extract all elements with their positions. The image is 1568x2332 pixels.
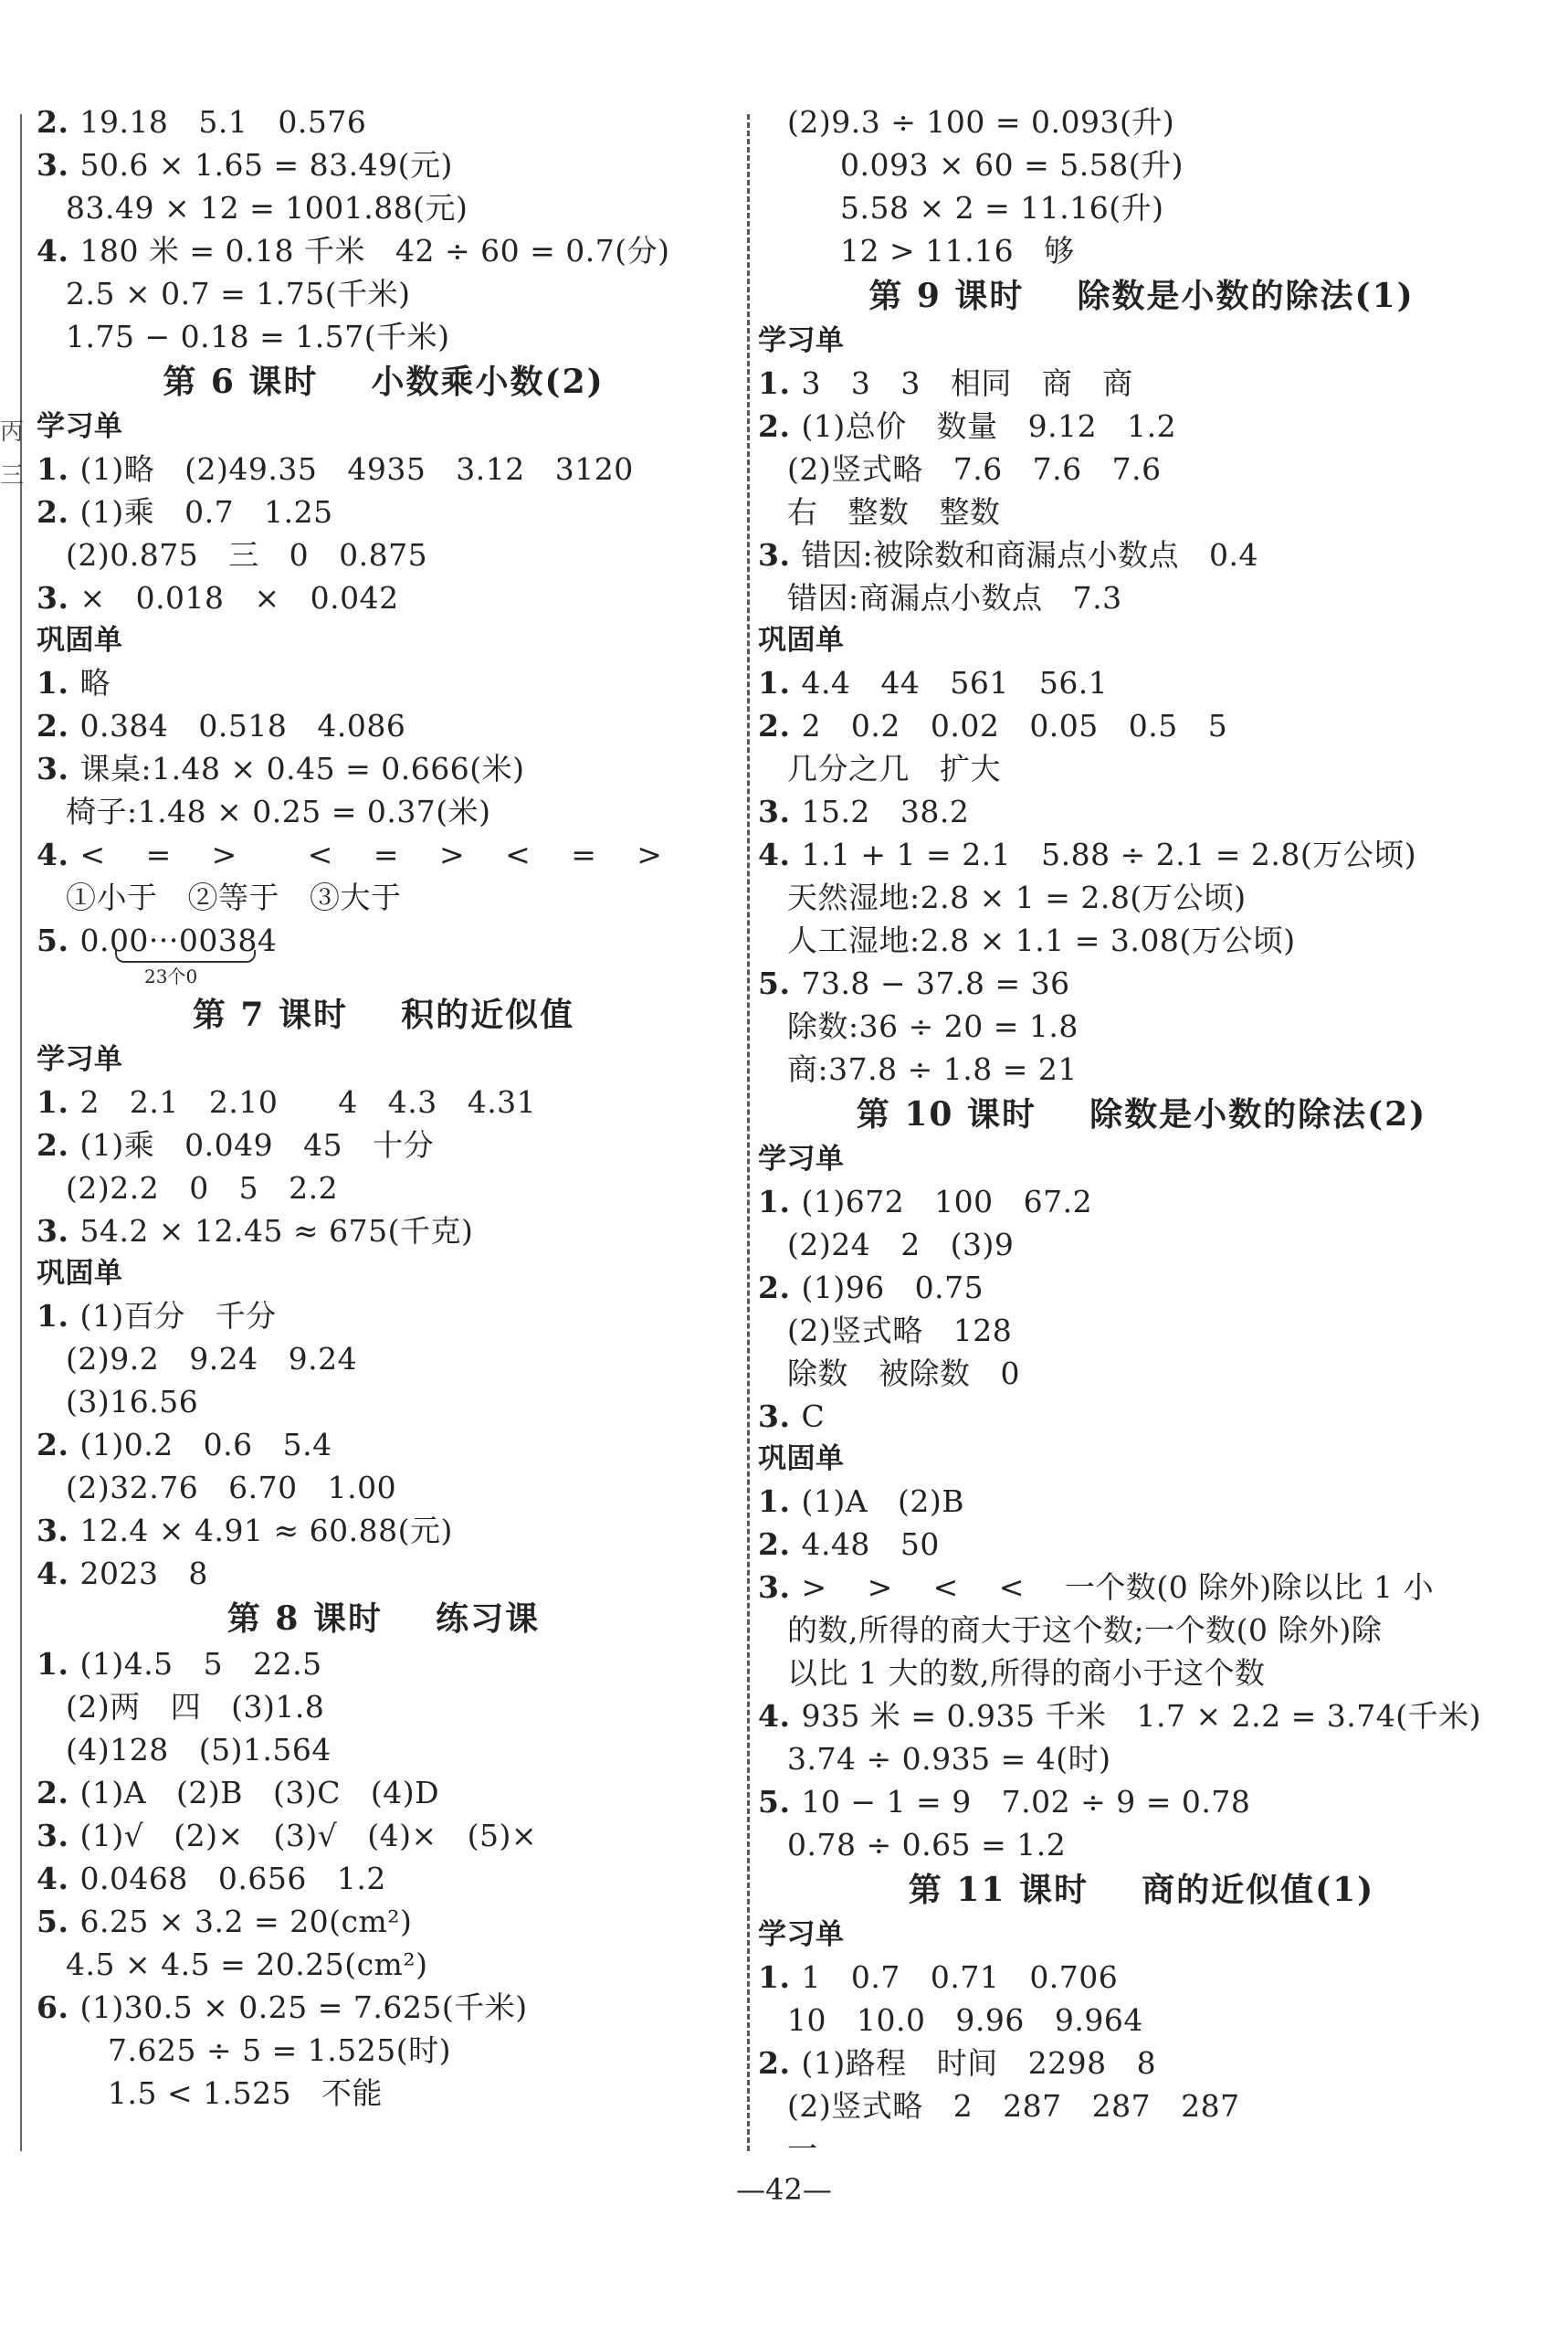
answer-text: 5.58 × 2 = 11.16(升) <box>840 190 1164 226</box>
answer-text: > > < < 一个数(0 除外)除以比 1 小 <box>801 1569 1435 1605</box>
answer-item <box>758 661 1525 704</box>
answer-item <box>758 1780 1525 1823</box>
answer-text: (1)乘 0.7 1.25 <box>79 494 333 530</box>
lesson-heading: 第 8 课时 练习课 <box>226 1599 541 1638</box>
section-label: 巩固单 <box>758 1442 845 1475</box>
answer-text: (1)总价 数量 9.12 1.2 <box>801 408 1177 444</box>
item-number: 4 <box>758 837 780 872</box>
item-number-dot: . <box>58 147 80 183</box>
answer-continuation <box>758 876 1525 919</box>
answer-text: 50.6 × 1.65 = 83.49(元) <box>79 147 453 183</box>
section-label: 学习单 <box>758 1918 845 1951</box>
answer-item <box>37 143 731 186</box>
answer-text: 2023 8 <box>79 1556 208 1591</box>
answer-text: 天然湿地:2.8 × 1 = 2.8(万公顷) <box>787 880 1247 915</box>
answer-text: 右 整数 整数 <box>787 494 1001 530</box>
item-number: 2 <box>758 1526 780 1562</box>
item-number-dot: . <box>779 537 802 573</box>
left-column <box>37 100 731 2115</box>
answer-text: 4.5 × 4.5 = 20.25(cm²) <box>66 1947 428 1982</box>
item-number-dot: . <box>58 708 80 744</box>
answer-item <box>758 1395 1525 1438</box>
answer-text: 0.78 ÷ 0.65 = 1.2 <box>787 1827 1067 1862</box>
answer-item <box>758 704 1525 747</box>
item-number-dot: . <box>58 1904 80 1939</box>
answer-text: (2)竖式略 7.6 7.6 7.6 <box>787 451 1162 487</box>
answer-text: (2)竖式略 2 287 287 287 <box>787 2088 1240 2124</box>
answer-continuation <box>37 1943 731 1986</box>
answer-continuation <box>758 100 1525 143</box>
answer-item <box>37 491 731 533</box>
lesson-heading: 第 11 课时 商的近似值(1) <box>908 1871 1375 1909</box>
answer-text: 19.18 5.1 0.576 <box>79 104 367 140</box>
item-number: 2 <box>758 1270 780 1305</box>
lesson-heading: 第 6 课时 小数乘小数(2) <box>163 363 605 401</box>
column-divider <box>747 114 750 2151</box>
answer-item <box>758 1956 1525 1999</box>
item-number: 3 <box>37 751 58 786</box>
item-number-dot: . <box>58 104 80 140</box>
item-number: 1 <box>37 1084 58 1120</box>
answer-continuation <box>37 1166 731 1209</box>
item-number: 4 <box>37 1556 58 1591</box>
answer-continuation <box>758 1999 1525 2042</box>
answer-continuation <box>758 1048 1525 1091</box>
item-number: 5 <box>37 1904 58 1939</box>
edge-mark: 丙 <box>0 418 25 446</box>
answer-continuation <box>37 1466 731 1509</box>
answer-continuation <box>758 491 1525 533</box>
answer-item <box>37 747 731 790</box>
answer-item <box>758 2042 1525 2084</box>
answer-text: 12.4 × 4.91 ≈ 60.88(元) <box>79 1513 453 1548</box>
answer-text: (1)A (2)B (3)C (4)D <box>79 1775 440 1810</box>
answer-item <box>37 1986 731 2029</box>
answer-item <box>758 833 1525 876</box>
answer-text: (1)百分 千分 <box>79 1298 277 1334</box>
answer-text: < = > < = > < = > <box>79 837 663 872</box>
answer-text: 4.4 44 561 56.1 <box>801 665 1109 701</box>
answer-text: 椅子:1.48 × 0.25 = 0.37(米) <box>66 794 491 829</box>
answer-text: (1)672 100 67.2 <box>801 1184 1093 1219</box>
answer-continuation <box>758 186 1525 229</box>
answer-item <box>758 1566 1525 1609</box>
item-number-dot: . <box>58 837 80 872</box>
item-number-dot: . <box>58 923 80 958</box>
answer-item <box>37 1642 731 1685</box>
answer-item <box>37 1209 731 1252</box>
answer-text: 商:37.8 ÷ 1.8 = 21 <box>787 1051 1078 1087</box>
answer-text: 0.0468 0.656 1.2 <box>79 1861 386 1896</box>
answer-text: 0.384 0.518 4.086 <box>79 708 406 744</box>
answer-text: 15.2 38.2 <box>801 794 970 829</box>
answer-item <box>37 1814 731 1857</box>
item-number-dot: . <box>58 1646 80 1682</box>
item-number: 1 <box>758 1184 780 1219</box>
answer-item <box>37 1081 731 1124</box>
answer-continuation <box>758 747 1525 790</box>
answer-text: C <box>801 1398 826 1434</box>
answer-text: 4.48 50 <box>801 1526 940 1562</box>
item-number: 2 <box>758 708 780 744</box>
item-number: 6 <box>37 1989 58 2025</box>
answer-item <box>37 1771 731 1814</box>
item-number-dot: . <box>58 1818 80 1853</box>
answer-text: 12 > 11.16 够 <box>840 233 1075 269</box>
answer-continuation <box>37 1337 731 1380</box>
item-number: 5 <box>758 966 780 1001</box>
item-number: 2 <box>37 494 58 530</box>
answer-text: ①小于 ②等于 ③大于 <box>66 880 402 915</box>
item-number: 1 <box>758 1483 780 1519</box>
answer-text: 3.74 ÷ 0.935 = 4(时) <box>787 1741 1111 1777</box>
item-number: 2 <box>758 2045 780 2081</box>
answer-item <box>758 1180 1525 1223</box>
answer-text: 1.75 − 0.18 = 1.57(千米) <box>66 319 450 354</box>
answer-text: 54.2 × 12.45 ≈ 675(千克) <box>79 1213 474 1249</box>
answer-continuation <box>37 315 731 358</box>
answer-text: 1 0.7 0.71 0.706 <box>801 1959 1119 1995</box>
item-number-dot: . <box>779 794 802 829</box>
item-number-dot: . <box>58 233 80 269</box>
answer-continuation <box>37 2029 731 2072</box>
item-number: 3 <box>758 1569 780 1605</box>
answer-item <box>37 229 731 272</box>
item-number-dot: . <box>779 1526 802 1562</box>
answer-text: 73.8 − 37.8 = 36 <box>801 966 1070 1001</box>
item-number-dot: . <box>58 1298 80 1334</box>
section-label: 巩固单 <box>758 624 845 657</box>
underbrace-label: 23个0 <box>144 966 198 987</box>
answer-item <box>37 704 731 747</box>
answer-text: (1)√ (2)× (3)√ (4)× (5)× <box>79 1818 538 1853</box>
answer-continuation <box>758 1651 1525 1694</box>
item-number: 3 <box>37 1213 58 1249</box>
item-number: 5 <box>758 1784 780 1820</box>
answer-continuation <box>37 1728 731 1771</box>
answer-text: (1)30.5 × 0.25 = 7.625(千米) <box>79 1989 528 2025</box>
item-number: 3 <box>758 794 780 829</box>
item-number: 2 <box>37 708 58 744</box>
lesson-heading: 第 9 课时 除数是小数的除法(1) <box>868 277 1415 315</box>
answer-item <box>758 1480 1525 1523</box>
answer-text: 错因:商漏点小数点 7.3 <box>787 580 1122 616</box>
answer-text: (4)128 (5)1.564 <box>66 1732 331 1767</box>
answer-text: 1.1 + 1 = 2.1 5.88 ÷ 2.1 = 2.8(万公顷) <box>801 837 1417 872</box>
answer-item <box>758 790 1525 833</box>
underbrace <box>115 950 256 963</box>
answer-text: (1)96 0.75 <box>801 1270 984 1305</box>
answer-text: (2)32.76 6.70 1.00 <box>66 1470 397 1505</box>
item-number: 3 <box>758 1398 780 1434</box>
item-number-dot: . <box>58 1127 80 1163</box>
answer-item <box>37 1509 731 1552</box>
answer-text: 7.625 ÷ 5 = 1.525(时) <box>108 2032 451 2068</box>
answer-continuation <box>37 272 731 315</box>
answer-text: 人工湿地:2.8 × 1.1 = 3.08(万公顷) <box>787 923 1296 958</box>
answer-text: (1)路程 时间 2298 8 <box>801 2045 1157 2081</box>
answer-text: 935 米 = 0.935 千米 1.7 × 2.2 = 3.74(千米) <box>801 1698 1481 1734</box>
item-number: 1 <box>37 1646 58 1682</box>
item-number-dot: . <box>58 1427 80 1462</box>
item-number: 3 <box>37 147 58 183</box>
answer-text: 略 <box>79 665 110 701</box>
answer-item <box>37 1294 731 1337</box>
item-number-dot: . <box>58 580 80 616</box>
right-column <box>758 100 1525 2170</box>
answer-text: (1)乘 0.049 45 十分 <box>79 1127 435 1163</box>
answer-continuation <box>37 186 731 229</box>
item-number: 2 <box>37 1775 58 1810</box>
item-number-dot: . <box>58 494 80 530</box>
lesson-heading: 第 7 课时 积的近似值 <box>192 996 575 1034</box>
answer-text: 错因:被除数和商漏点小数点 0.4 <box>801 537 1259 573</box>
section-label: 学习单 <box>37 1043 123 1076</box>
answer-continuation <box>37 1685 731 1728</box>
item-number-dot: . <box>58 1989 80 2025</box>
item-number-dot: . <box>779 1959 802 1995</box>
answer-text: 除数:36 ÷ 20 = 1.8 <box>787 1008 1079 1044</box>
answer-continuation <box>37 2072 731 2115</box>
item-number-dot: . <box>779 1398 802 1434</box>
answer-item <box>758 1694 1525 1737</box>
answer-item <box>37 100 731 143</box>
item-number-dot: . <box>779 1184 802 1219</box>
answer-text: (1)0.2 0.6 5.4 <box>79 1427 332 1462</box>
answer-text: 除数 被除数 0 <box>787 1356 1020 1391</box>
item-number-dot: . <box>779 1784 802 1820</box>
item-number: 3 <box>37 1818 58 1853</box>
answer-item <box>37 576 731 619</box>
answer-item <box>37 919 731 962</box>
section-label: 学习单 <box>758 324 845 357</box>
answer-item <box>37 448 731 491</box>
answer-continuation <box>758 1223 1525 1266</box>
item-number: 4 <box>37 233 58 269</box>
item-number-dot: . <box>779 1698 802 1734</box>
answer-text: (2)2.2 0 5 2.2 <box>66 1170 339 1206</box>
item-number: 2 <box>37 104 58 140</box>
answer-text: 以比 1 大的数,所得的商小于这个数 <box>787 1655 1266 1691</box>
item-number-dot: . <box>779 365 802 401</box>
answer-item <box>758 362 1525 405</box>
answer-text: 2 2.1 2.10 4 4.3 4.31 <box>79 1084 537 1120</box>
answer-text: (3)16.56 <box>66 1384 199 1419</box>
item-number-dot: . <box>58 1861 80 1896</box>
answer-continuation <box>37 790 731 833</box>
item-number: 4 <box>758 1698 780 1734</box>
answer-continuation <box>758 919 1525 962</box>
item-number: 1 <box>37 665 58 701</box>
answer-text: 一 <box>787 2131 818 2167</box>
answer-text: (1)4.5 5 22.5 <box>79 1646 322 1682</box>
answer-text: (2)9.3 ÷ 100 = 0.093(升) <box>787 104 1175 140</box>
answer-item <box>37 1857 731 1900</box>
item-number: 3 <box>758 537 780 573</box>
answer-item <box>758 533 1525 576</box>
answer-text: 0.093 × 60 = 5.58(升) <box>840 147 1184 183</box>
item-number-dot: . <box>58 451 80 487</box>
section-label: 巩固单 <box>37 624 123 657</box>
item-number-dot: . <box>779 966 802 1001</box>
item-number-dot: . <box>779 1569 802 1605</box>
item-number-dot: . <box>58 1556 80 1591</box>
item-number: 2 <box>37 1127 58 1163</box>
item-number-dot: . <box>779 2045 802 2081</box>
answer-text: (2)竖式略 128 <box>787 1313 1013 1348</box>
answer-item <box>37 1124 731 1166</box>
item-number-dot: . <box>58 751 80 786</box>
answer-text: 83.49 × 12 = 1001.88(元) <box>66 190 468 226</box>
answer-text: (1)A (2)B <box>801 1483 964 1519</box>
lesson-heading: 第 10 课时 除数是小数的除法(2) <box>856 1095 1427 1134</box>
answer-text: 的数,所得的商大于这个数;一个数(0 除外)除 <box>787 1612 1383 1648</box>
page-number: —42— <box>736 2172 832 2207</box>
answer-continuation <box>758 229 1525 272</box>
section-label: 巩固单 <box>37 1257 123 1290</box>
answer-text: 0.00···00384 <box>79 923 278 958</box>
section-label: 学习单 <box>758 1143 845 1176</box>
item-number-dot: . <box>58 1513 80 1548</box>
item-number: 5 <box>37 923 58 958</box>
answer-item <box>37 833 731 876</box>
answer-item <box>37 1552 731 1595</box>
answer-item <box>758 1266 1525 1309</box>
answer-text: 10 − 1 = 9 7.02 ÷ 9 = 0.78 <box>801 1784 1251 1820</box>
answer-continuation <box>758 2127 1525 2170</box>
answer-text: × 0.018 × 0.042 <box>79 580 399 616</box>
answer-text: 2.5 × 0.7 = 1.75(千米) <box>66 276 411 311</box>
item-number: 1 <box>758 665 780 701</box>
answer-continuation <box>758 1737 1525 1780</box>
item-number-dot: . <box>58 1775 80 1810</box>
answer-text: 2 0.2 0.02 0.05 0.5 5 <box>801 708 1228 744</box>
section-label: 学习单 <box>37 410 123 443</box>
answer-text: (2)24 2 (3)9 <box>787 1227 1015 1262</box>
answer-text: 几分之几 扩大 <box>787 751 1001 786</box>
answer-continuation <box>758 448 1525 491</box>
item-number-dot: . <box>58 665 80 701</box>
item-number-dot: . <box>779 708 802 744</box>
answer-text: 1.5 < 1.525 不能 <box>108 2075 384 2111</box>
item-number: 4 <box>37 1861 58 1896</box>
item-number-dot: . <box>779 837 802 872</box>
answer-item <box>758 962 1525 1005</box>
answer-item <box>758 405 1525 448</box>
item-number-dot: . <box>779 1270 802 1305</box>
answer-text: (2)9.2 9.24 9.24 <box>66 1341 358 1377</box>
answer-continuation <box>758 1005 1525 1048</box>
answer-item <box>37 1900 731 1943</box>
answer-continuation <box>37 1380 731 1423</box>
item-number-dot: . <box>779 665 802 701</box>
answer-continuation <box>758 1609 1525 1651</box>
item-number-dot: . <box>779 1483 802 1519</box>
answer-text: 10 10.0 9.96 9.964 <box>787 2002 1143 2038</box>
answer-continuation <box>758 1352 1525 1395</box>
item-number: 1 <box>758 365 780 401</box>
answer-item <box>37 1423 731 1466</box>
answer-text: (2)0.875 三 0 0.875 <box>66 537 428 573</box>
answer-text: 课桌:1.48 × 0.45 = 0.666(米) <box>79 751 525 786</box>
item-number: 2 <box>758 408 780 444</box>
answer-continuation <box>758 2084 1525 2127</box>
item-number: 4 <box>37 837 58 872</box>
answer-continuation <box>758 1309 1525 1352</box>
answer-text: 3 3 3 相同 商 商 <box>801 365 1133 401</box>
item-number: 2 <box>37 1427 58 1462</box>
item-number: 3 <box>37 580 58 616</box>
answer-continuation <box>37 533 731 576</box>
answer-item <box>37 661 731 704</box>
answer-continuation <box>758 1823 1525 1866</box>
answer-text: (1)略 (2)49.35 4935 3.12 3120 <box>79 451 634 487</box>
item-number: 1 <box>37 451 58 487</box>
edge-mark: 三 <box>0 462 25 490</box>
answer-continuation <box>37 876 731 919</box>
answer-continuation <box>758 143 1525 186</box>
answer-text: 180 米 = 0.18 千米 42 ÷ 60 = 0.7(分) <box>79 233 670 269</box>
item-number: 3 <box>37 1513 58 1548</box>
answer-continuation <box>758 576 1525 619</box>
answer-text: 6.25 × 3.2 = 20(cm²) <box>79 1904 413 1939</box>
answer-item <box>758 1523 1525 1566</box>
item-number-dot: . <box>58 1084 80 1120</box>
item-number-dot: . <box>58 1213 80 1249</box>
item-number-dot: . <box>779 408 802 444</box>
item-number: 1 <box>37 1298 58 1334</box>
item-number: 1 <box>758 1959 780 1995</box>
answer-text: (2)两 四 (3)1.8 <box>66 1689 325 1725</box>
